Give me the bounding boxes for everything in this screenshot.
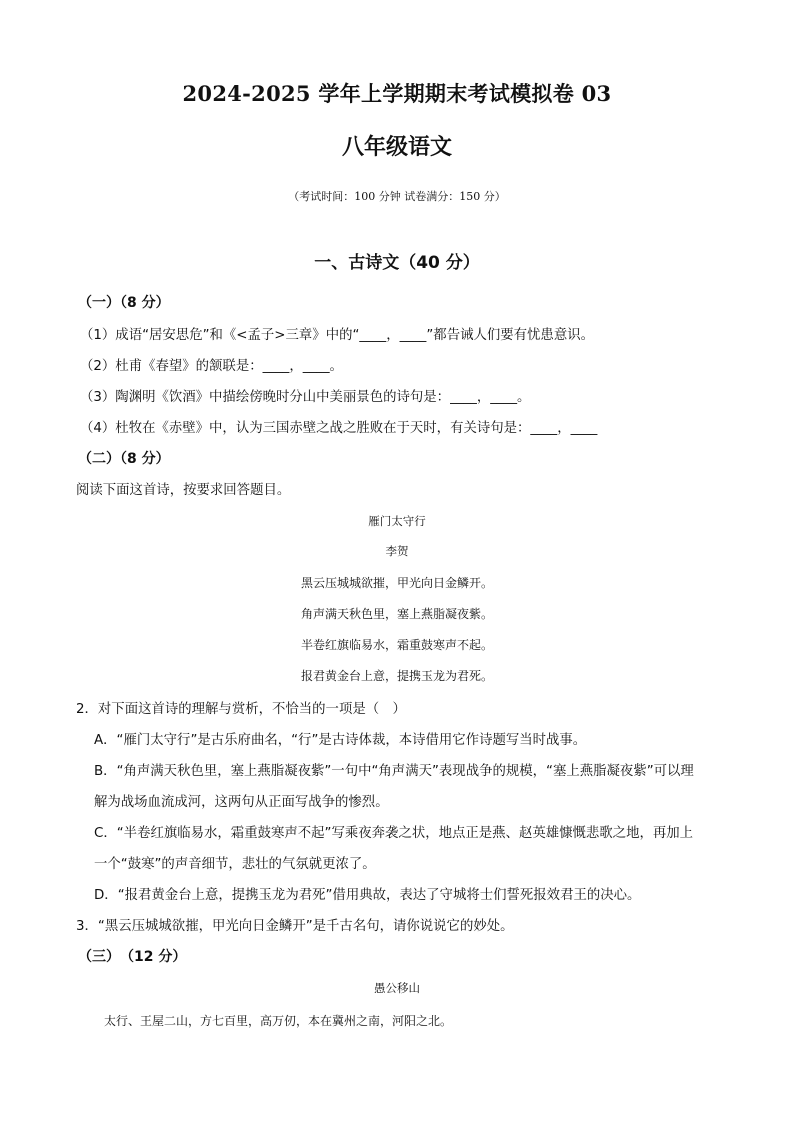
question-2-option-c: C．“半卷红旗临易水，霜重鼓寒声不起”写乘夜奔袭之状，地点正是燕、赵英雄慷慨悲歌之地，再加上 bbox=[94, 826, 694, 841]
part2-heading: （二）（8 分） bbox=[78, 451, 170, 467]
passage-title: 愚公移山 bbox=[374, 981, 420, 995]
poem-line: 角声满天秋色里，塞上燕脂凝夜紫。 bbox=[300, 607, 493, 621]
part3-heading: （三） （12 分） bbox=[78, 949, 187, 965]
question-2-option-b: B．“角声满天秋色里，塞上燕脂凝夜紫”一句中“角声满天”表现战争的规模，“塞上燕脂凝夜紫”可以理 bbox=[94, 764, 694, 779]
poem-title: 雁门太守行 bbox=[368, 514, 426, 528]
part1-item-4: （4）杜牧在《赤壁》中，认为三国赤壁之战之胜败在于天时，有关诗句是：____，____ bbox=[80, 421, 598, 436]
part1-item-1: （1）成语“居安思危”和《<孟子>三章》中的“____，____”都告诫人们要有忧患意识。 bbox=[80, 328, 594, 343]
question-3-stem: 3．“黑云压城城欲摧，甲光向日金鳞开”是千古名句，请你说说它的妙处。 bbox=[76, 919, 514, 934]
part1-item-2: （2）杜甫《春望》的颔联是：____，____。 bbox=[80, 359, 343, 374]
part1-heading: （一）（8 分） bbox=[78, 295, 170, 311]
question-2-option-d: D．“报君黄金台上意，提携玉龙为君死”借用典故，表达了守城将士们誓死报效君王的决心。 bbox=[94, 888, 641, 903]
question-2-option-c-cont: 一个“鼓寒”的声音细节，悲壮的气氛就更浓了。 bbox=[94, 857, 376, 872]
poem-line: 报君黄金台上意，提携玉龙为君死。 bbox=[300, 669, 493, 683]
poem-author: 李贺 bbox=[385, 544, 409, 558]
exam-time-info: （考试时间：100 分钟 试卷满分：150 分） bbox=[288, 190, 506, 203]
question-2-option-a: A．“雁门太守行”是古乐府曲名，“行”是古诗体裁，本诗借用它作诗题写当时战事。 bbox=[94, 733, 587, 748]
poem-line: 半卷红旗临易水，霜重鼓寒声不起。 bbox=[300, 638, 493, 652]
part1-item-3: （3）陶渊明《饮酒》中描绘傍晚时分山中美丽景色的诗句是：____，____。 bbox=[80, 390, 531, 405]
passage-line: 太行、王屋二山，方七百里，高万仞，本在冀州之南，河阳之北。 bbox=[104, 1014, 453, 1028]
exam-subtitle: 八年级语文 bbox=[341, 135, 452, 160]
section-heading-ancient-poetry: 一、古诗文（40 分） bbox=[314, 253, 480, 273]
exam-title: 2024-2025 学年上学期期末考试模拟卷 03 bbox=[182, 81, 612, 106]
part2-intro: 阅读下面这首诗，按要求回答题目。 bbox=[76, 483, 291, 498]
question-2-option-b-cont: 解为战场血流成河，这两句从正面写战争的惨烈。 bbox=[94, 795, 389, 810]
question-2-stem: 2．对下面这首诗的理解与赏析，不恰当的一项是（ ） bbox=[76, 702, 406, 717]
poem-line: 黑云压城城欲摧，甲光向日金鳞开。 bbox=[300, 576, 493, 590]
